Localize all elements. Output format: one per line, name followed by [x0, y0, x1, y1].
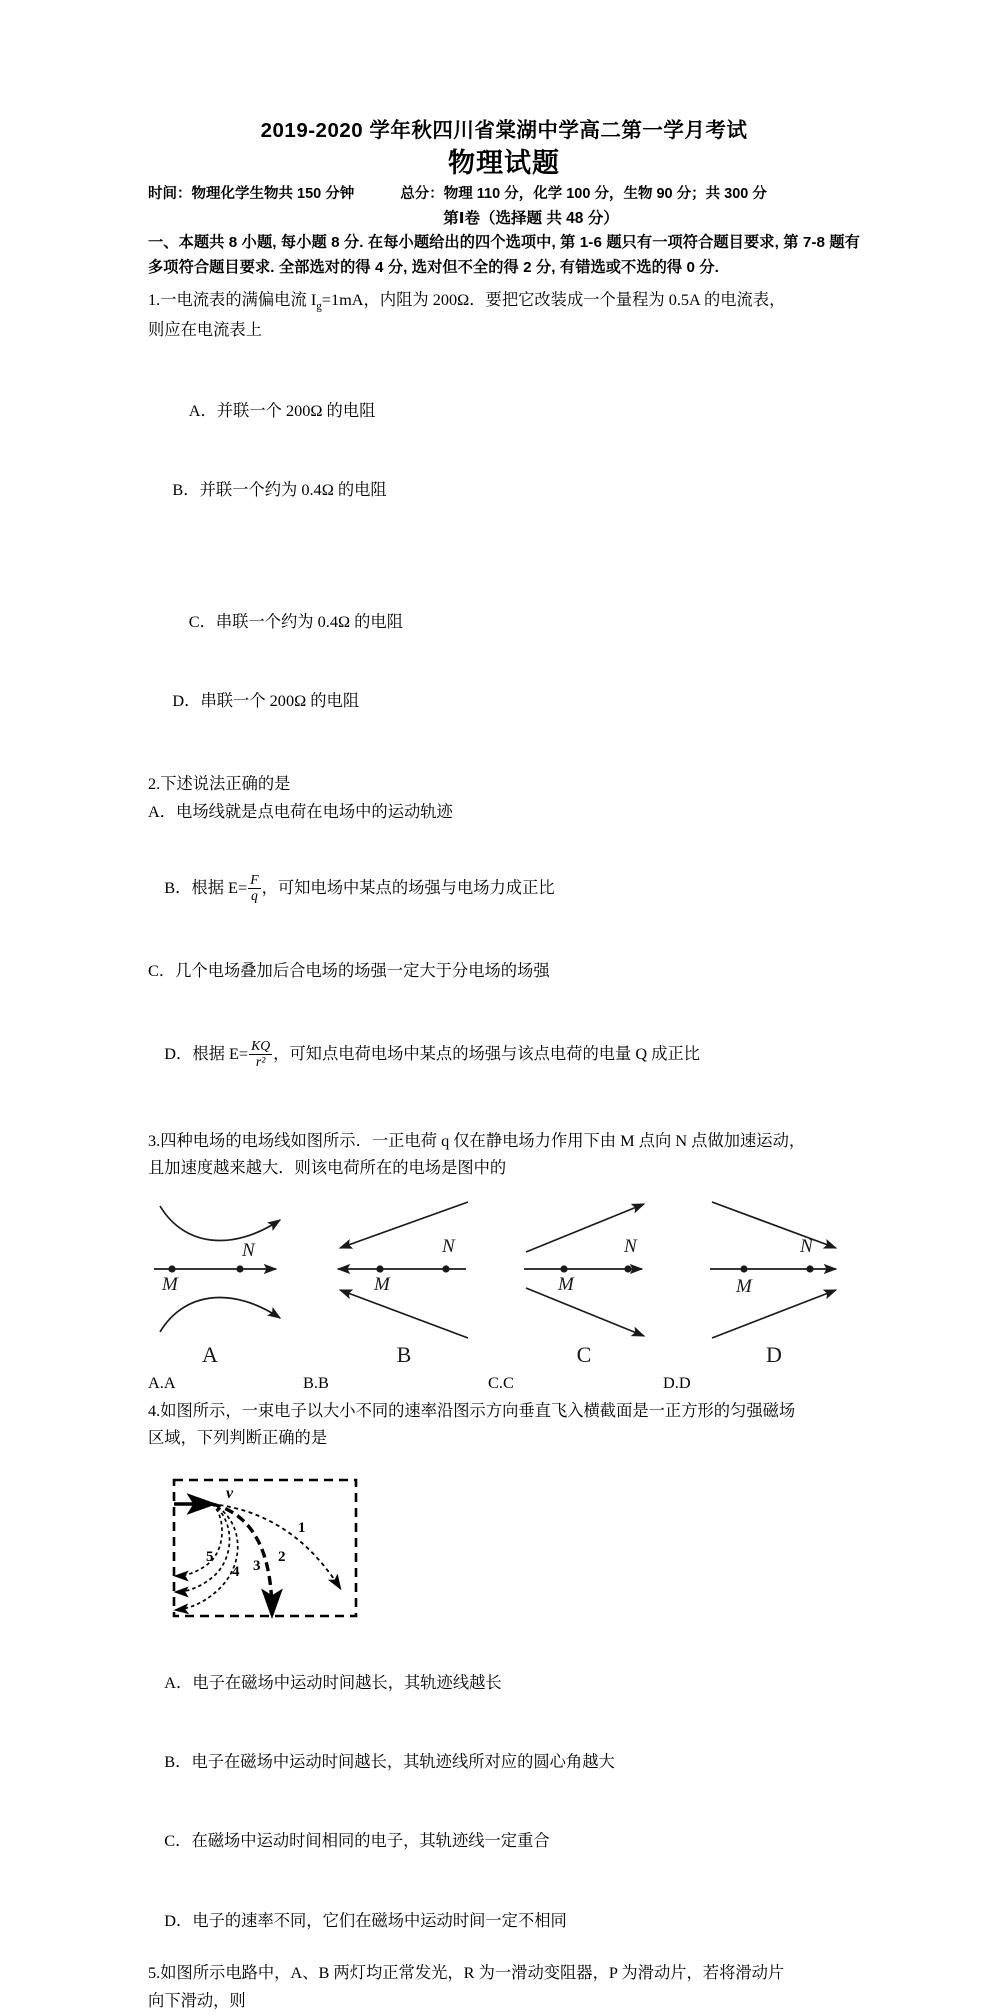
- question-3-stem-line2: 且加速度越来越大．则该电荷所在的电场是图中的: [148, 1158, 507, 1178]
- score-info: 总分：物理 110 分，化学 100 分，生物 90 分；共 300 分: [400, 186, 767, 203]
- q2-frac2-numerator: KQ: [251, 1037, 271, 1053]
- exam-meta: [148, 184, 860, 205]
- trajectory-label-3: 3: [253, 1557, 261, 1574]
- question-4-stem-line2: 区域，下列判断正确的是: [148, 1428, 328, 1448]
- diagram-b-label-n: N: [442, 1235, 455, 1257]
- diagram-b-label-m: M: [374, 1273, 390, 1295]
- diagram-a-label-m: M: [162, 1273, 178, 1295]
- question-4-figure: [156, 1466, 386, 1636]
- q3-choice-c-label: C.: [488, 1372, 503, 1392]
- q1-option-b-text: 并联一个约为 0.4Ω 的电阻: [199, 480, 387, 500]
- q1-option-c-text: 串联一个约为 0.4Ω 的电阻: [215, 612, 403, 632]
- electric-field-lines-svg: [154, 1190, 860, 1368]
- diagram-d: [710, 1202, 836, 1367]
- q4-option-b-label: B．: [164, 1752, 192, 1772]
- trajectory-2: [212, 1504, 272, 1614]
- q3-choice-d[interactable]: [663, 1370, 691, 1396]
- diagram-d-label-n: N: [800, 1235, 813, 1257]
- velocity-label: v: [226, 1484, 234, 1502]
- q1-option-a-label: A．: [188, 401, 217, 421]
- question-3-choices: [148, 1370, 860, 1396]
- diagram-b-caption: B: [396, 1341, 412, 1367]
- question-3-stem-line1: 3.四种电场的电场线如图所示．一正电荷 q 仅在静电场力作用下由 M 点向 N 点做加速运动，: [148, 1131, 806, 1151]
- q4-option-a-text: 电子在磁场中运动时间越长，其轨迹线越长: [192, 1673, 502, 1693]
- subject-title: 物理试题: [448, 147, 560, 178]
- trajectory-5: [176, 1504, 222, 1576]
- diagram-a-label-n: N: [242, 1239, 255, 1261]
- q4-option-d-text: 电子的速率不同，它们在磁场中运动时间一定不相同: [192, 1910, 567, 1930]
- q3-choice-b-label: B.: [303, 1372, 318, 1392]
- q4-option-a-label: A．: [164, 1673, 193, 1693]
- q2-option-d-prefix: D．根据 E=: [164, 1044, 249, 1063]
- q3-choice-a-value: A: [163, 1372, 176, 1392]
- question-5-stem-line1: 5.如图所示电路中，A、B 两灯均正常发光，R 为一滑动变阻器，P 为滑动片，若将滑动片: [148, 1963, 785, 1983]
- question-4-option-a: [148, 1644, 860, 1723]
- q4-option-d-label: D．: [164, 1910, 193, 1930]
- diagram-a: [154, 1206, 280, 1367]
- question-2-option-b: [148, 825, 860, 950]
- question-4-option-c: [148, 1802, 860, 1881]
- trajectory-label-4: 4: [232, 1563, 240, 1580]
- diagram-c: [524, 1204, 644, 1367]
- question-2-option-c: C．几个电场叠加后合电场的场强一定大于分电场的场强: [148, 960, 550, 980]
- q4-option-c-text: 在磁场中运动时间相同的电子，其轨迹线一定重合: [191, 1831, 550, 1851]
- q2-option-b-suffix: ，可知电场中某点的场强与电场力成正比: [261, 877, 555, 897]
- q1-option-d-text: 串联一个 200Ω 的电阻: [200, 691, 360, 711]
- q4-option-c-label: C．: [164, 1831, 192, 1851]
- q1-option-b-label: B．: [172, 480, 200, 500]
- q1-option-d-label: D．: [172, 691, 201, 711]
- trajectory-4: [176, 1504, 230, 1592]
- trajectory-label-5: 5: [206, 1548, 214, 1565]
- q2-frac-numerator: F: [250, 871, 259, 887]
- q4-option-b-text: 电子在磁场中运动时间越长，其轨迹线所对应的圆心角越大: [191, 1752, 615, 1772]
- question-4-stem-line1: 4.如图所示，一束电子以大小不同的速率沿图示方向垂直飞入横截面是一正方形的匀强磁场: [148, 1400, 796, 1420]
- question-1-stem: [148, 287, 860, 316]
- question-1-options-row-2: [148, 556, 860, 767]
- question-2-option-d: [148, 991, 860, 1116]
- q2-frac2-denominator: r²: [249, 1054, 272, 1070]
- q1-stem-part2: =1mA，内阻为 200Ω．要把它改装成一个量程为 0.5A 的电流表，: [321, 289, 786, 309]
- q3-choice-b[interactable]: [303, 1370, 488, 1396]
- q3-choice-c[interactable]: [488, 1370, 663, 1396]
- diagram-c-label-m: M: [558, 1273, 574, 1295]
- diagram-b: [338, 1202, 468, 1367]
- q2-option-b-prefix: B．根据 E=: [164, 877, 248, 897]
- q3-choice-d-label: D.: [663, 1372, 679, 1392]
- q2-frac-denominator: q: [248, 888, 260, 904]
- question-2-stem: 2.下述说法正确的是: [148, 774, 291, 794]
- magnetic-field-trajectories-svg: [156, 1466, 386, 1636]
- page-content: [148, 118, 860, 2016]
- question-1-options-row-1: [148, 345, 860, 556]
- page-title: 2019-2020 学年秋四川省棠湖中学高二第一学月考试: [260, 119, 748, 142]
- q2-formula-e-equals-kq-over-r2: [249, 1039, 272, 1070]
- question-3-figure: [154, 1190, 860, 1368]
- diagram-d-label-m: M: [736, 1275, 752, 1297]
- diagram-d-caption: D: [766, 1341, 782, 1367]
- question-4-option-d: [148, 1881, 860, 1960]
- q3-choice-a-label: A.: [148, 1372, 164, 1392]
- diagram-c-label-n: N: [624, 1235, 637, 1257]
- question-5-stem-line2: 向下滑动，则: [148, 1990, 246, 2010]
- section-instructions: 一、本题共 8 小题, 每小题 8 分. 在每小题给出的四个选项中, 第 1-6 题只有一项符合题目要求, 第 7-8 题有多项符合题目要求. 全部选对的得 4 分, 选对但不全的得 2 分, 有错选或不选的得 0 分.: [148, 234, 860, 277]
- q2-option-d-suffix: ，可知点电荷电场中某点的场强与该点电荷的电量 Q 成正比: [273, 1044, 701, 1063]
- q1-stem-subscript: g: [316, 299, 322, 312]
- question-1-stem-line2: 则应在电流表上: [148, 319, 262, 339]
- trajectory-label-2: 2: [278, 1548, 286, 1565]
- magnetic-field-region: [174, 1480, 356, 1616]
- q3-choice-d-value: D: [678, 1372, 691, 1392]
- diagram-a-caption: A: [202, 1341, 218, 1367]
- q2-formula-e-equals-f-over-q: [248, 873, 260, 904]
- time-info: 时间：物理化学生物共 150 分钟: [148, 186, 355, 203]
- diagram-c-caption: C: [576, 1341, 592, 1367]
- paper-part-heading: 第Ⅰ卷（选择题 共 48 分）: [443, 210, 619, 228]
- q1-option-c-label: C．: [188, 612, 216, 632]
- q3-choice-b-value: B: [317, 1372, 329, 1392]
- q3-choice-a[interactable]: [148, 1370, 303, 1396]
- trajectory-label-1: 1: [298, 1519, 306, 1536]
- question-4-option-b: [148, 1723, 860, 1802]
- q1-option-a-text: 并联一个 200Ω 的电阻: [216, 401, 376, 421]
- q1-stem-part1: 1.一电流表的满偏电流 I: [148, 289, 317, 309]
- question-2-option-a: A．电场线就是点电荷在电场中的运动轨迹: [148, 801, 453, 821]
- q3-choice-c-value: C: [502, 1372, 514, 1392]
